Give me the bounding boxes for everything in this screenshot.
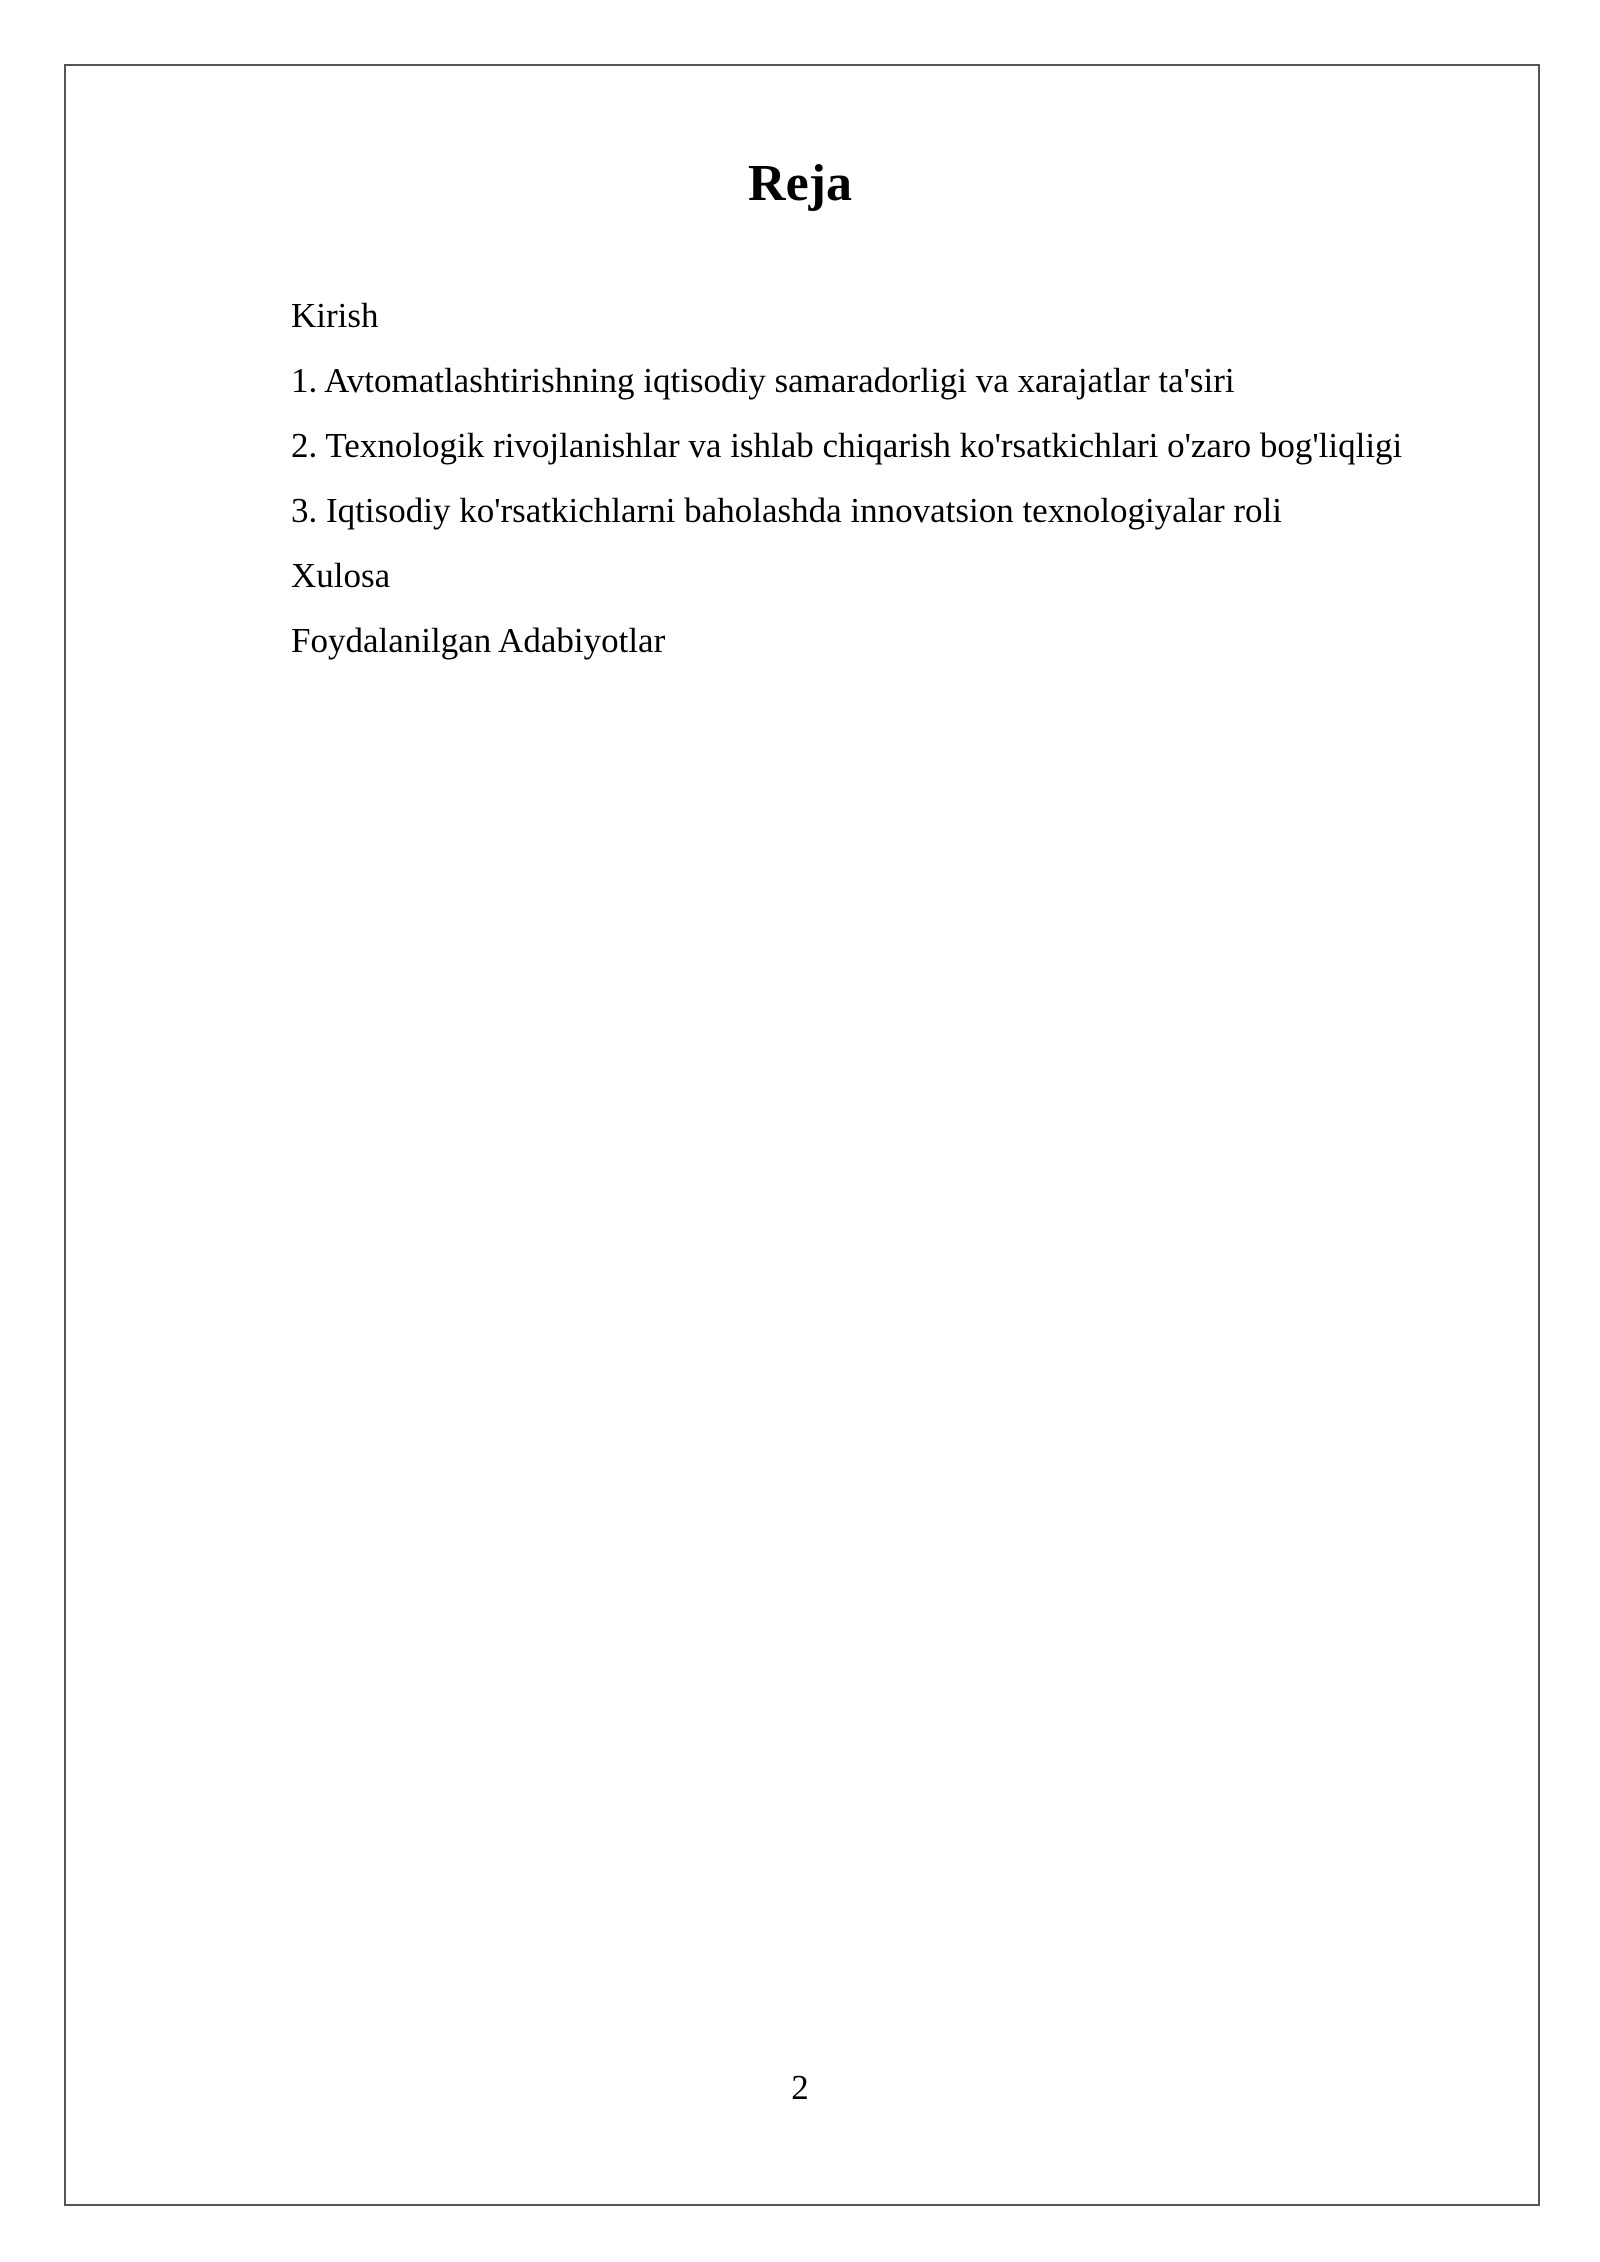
page-number: 2	[791, 2068, 809, 2107]
toc-item-section-3: 3. Iqtisodiy ko'rsatkichlarni baholashda innovatsion texnologiyalar roli	[291, 491, 1282, 530]
toc-item-section-1: 1. Avtomatlashtirishning iqtisodiy samaradorligi va xarajatlar ta'siri	[291, 361, 1235, 400]
toc-item-section-2: 2. Texnologik rivojlanishlar va ishlab chiqarish ko'rsatkichlari o'zaro bog'liqligi	[291, 426, 1403, 465]
table-of-contents	[229, 283, 1491, 673]
toc-item-conclusion: Xulosa	[291, 556, 391, 595]
toc-item-references: Foydalanilgan Adabiyotlar	[291, 621, 666, 660]
page-title: Reja	[748, 155, 852, 212]
toc-item-introduction: Kirish	[291, 296, 379, 335]
